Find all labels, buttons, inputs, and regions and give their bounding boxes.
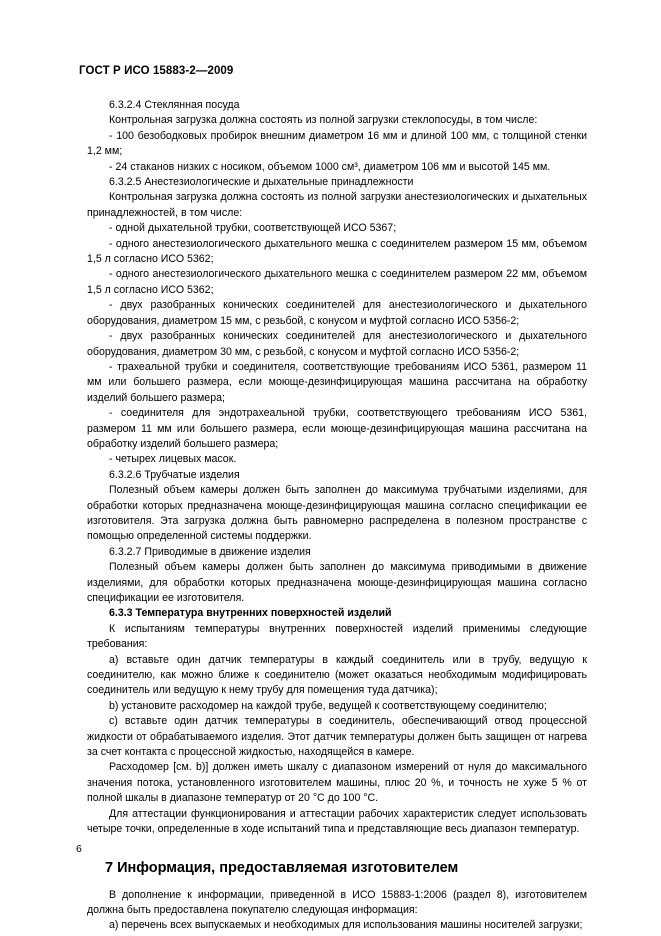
paragraph: В дополнение к информации, приведенной в ИСО 15883-1:2006 (раздел 8), изготовителем должна быть предоставлена покупателю следующая информация: xyxy=(87,888,587,916)
list-item: - двух разобранных конических соединителей для анестезиологического и дыхательного оборудования, диаметром 30 мм, с резьбой, с конусом и муфтой согласно ИСО 5356-2; xyxy=(87,330,587,358)
list-item: - одного анестезиологического дыхательного мешка с соединителем размером 15 мм, объемом 1,5 л согласно ИСО 5362; xyxy=(87,237,587,266)
list-item: - одной дыхательной трубки, соответствующей ИСО 5367; xyxy=(109,222,397,235)
list-item: - четырех лицевых масок. xyxy=(109,453,237,466)
paragraph: Полезный объем камеры должен быть заполнен до максимума трубчатыми изделиями, для обработки которых предназначена моюще-дезинфицирующая машина согласно спецификации ее изготовителя. Эта загрузка должна быть равномерно распределена в полезном пространстве с помощью определенной системы поддержки. xyxy=(87,484,587,543)
section-7-heading: 7 Информация, предоставляемая изготовителем xyxy=(105,859,459,876)
list-item: - 100 безободковых пробирок внешним диаметром 16 мм и длиной 100 мм, с толщиной стенки 1,2 мм; xyxy=(87,129,587,158)
list-item: - соединителя для эндотрахеальной трубки, соответствующего требованиям ИСО 5361, размером 11 мм или большего размера, если моюще-дезинфицирующая машина рассчитана на обработку изделий большего размера; xyxy=(87,407,587,450)
paragraph: Расходомер [см. b)] должен иметь шкалу с диапазоном измерений от нуля до максимального значения потока, установленного изготовителем машины, плюс 20 %, и точность не хуже 5 % от полной шкалы в диапазоне температур от 20 °С до 100 °С. xyxy=(87,761,587,805)
list-item: b) установите расходомер на каждой трубе, ведущей к соответствующему соединителю; xyxy=(109,699,547,712)
list-item: - трахеальной трубки и соединителя, соответствующие требованиям ИСО 5361, размером 11 мм или большего размера, если моюще-дезинфицирующая машина рассчитана на обработку изделий большего размера; xyxy=(87,360,587,404)
paragraph: Контрольная загрузка должна состоять из полной загрузки стеклопосуды, в том числе: xyxy=(109,114,538,127)
paragraph: Полезный объем камеры должен быть заполнен до максимума приводимыми в движение изделиями, для обработки которых предназначена моюще-дезинфицирующая машина согласно спецификации ее изготовителя. xyxy=(87,561,587,604)
paragraph: Для аттестации функционирования и аттестации рабочих характеристик следует использовать четыре точки, определенные в ходе испытаний типа и представляющие весь диапазон температур. xyxy=(87,807,587,836)
clause-6-3-3-heading: 6.3.3 Температура внутренних поверхностей изделий xyxy=(109,607,392,620)
list-item: c) вставьте один датчик температуры в соединитель, обеспечивающий отвод процессной жидкости от обрабатываемого изделия. Этот датчик температуры должен быть защищен от нагрева за счет контакта с процессной жидкостью, находящейся в камере. xyxy=(87,715,587,759)
standard-header: ГОСТ Р ИСО 15883-2—2009 xyxy=(79,65,234,77)
subclause-6-3-2-4-title: 6.3.2.4 Стеклянная посуда xyxy=(109,99,240,111)
subclause-6-3-2-7-title: 6.3.2.7 Приводимые в движение изделия xyxy=(109,545,311,558)
paragraph: Контрольная загрузка должна состоять из полной загрузки анестезиологических и дыхательных принадлежностей, в том числе: xyxy=(87,191,587,219)
list-item: a) перечень всех выпускаемых и необходимых для использования машины носителей загрузки; xyxy=(109,919,583,932)
paragraph: К испытаниям температуры внутренних поверхностей изделий применимы следующие требования: xyxy=(87,622,587,651)
list-item: a) вставьте один датчик температуры в каждый соединитель или в трубу, ведущую к соединителю, как можно ближе к соединителю (может оказаться необходимым модифицировать соединитель или ведущую к нему трубу для помещения туда датчика); xyxy=(87,653,587,697)
document-body xyxy=(87,98,587,934)
subclause-6-3-2-5-title: 6.3.2.5 Анестезиологические и дыхательные принадлежности xyxy=(109,176,414,189)
page-number: 6 xyxy=(76,843,82,855)
list-item: - двух разобранных конических соединителей для анестезиологического и дыхательного оборудования, диаметром 15 мм, с резьбой, с конусом и муфтой согласно ИСО 5356-2; xyxy=(87,299,587,327)
subclause-6-3-2-6-title: 6.3.2.6 Трубчатые изделия xyxy=(109,468,240,481)
list-item: - одного анестезиологического дыхательного мешка с соединителем размером 22 мм, объемом 1,5 л согласно ИСО 5362; xyxy=(87,268,587,296)
list-item: - 24 стаканов низких с носиком, объемом 1000 см³, диаметром 106 мм и высотой 145 мм. xyxy=(109,160,551,173)
